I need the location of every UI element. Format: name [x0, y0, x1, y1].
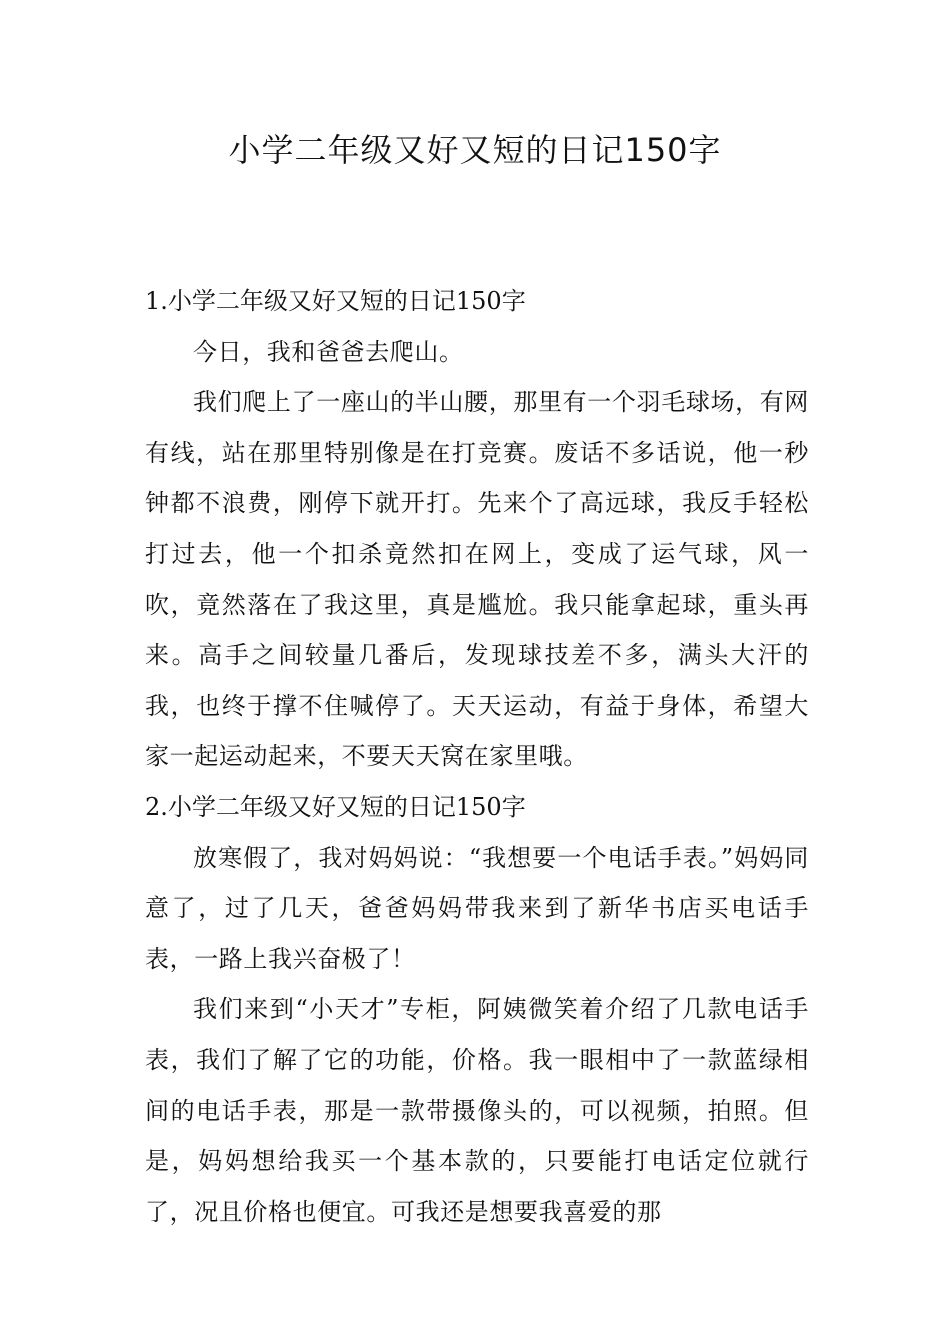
paragraph: 我们来到“小天才”专柜，阿姨微笑着介绍了几款电话手表，我们了解了它的功能，价格。我一眼相中了一款蓝绿相间的电话手表，那是一款带摄像头的，可以视频，拍照。但是，妈妈想给我买一个基本款的，只要能打电话定位就行了，况且价格也便宜。可我还是想要我喜爱的那 [145, 995, 809, 1226]
section-1 [145, 276, 809, 782]
paragraph: 我们爬上了一座山的半山腰，那里有一个羽毛球场，有网有线，站在那里特别像是在打竞赛。废话不多话说，他一秒钟都不浪费，刚停下就开打。先来个了高远球，我反手轻松打过去，他一个扣杀竟然扣在网上，变成了运气球，风一吹，竟然落在了我这里，真是尴尬。我只能拿起球，重头再来。高手之间较量几番后，发现球技差不多，满头大汗的我，也终于撑不住喊停了。天天运动，有益于身体，希望大家一起运动起来，不要天天窝在家里哦。 [145, 388, 809, 771]
document-body [145, 276, 809, 1237]
paragraph: 放寒假了，我对妈妈说：“我想要一个电话手表。”妈妈同意了，过了几天，爸爸妈妈带我来到了新华书店买电话手表，一路上我兴奋极了！ [145, 843, 809, 973]
paragraph: 今日，我和爸爸去爬山。 [193, 337, 464, 366]
document-title: 小学二年级又好又短的日记150字 [228, 131, 722, 169]
section-2 [145, 782, 809, 1237]
section-heading: 1.小学二年级又好又短的日记150字 [145, 287, 526, 315]
section-heading: 2.小学二年级又好又短的日记150字 [145, 792, 526, 821]
